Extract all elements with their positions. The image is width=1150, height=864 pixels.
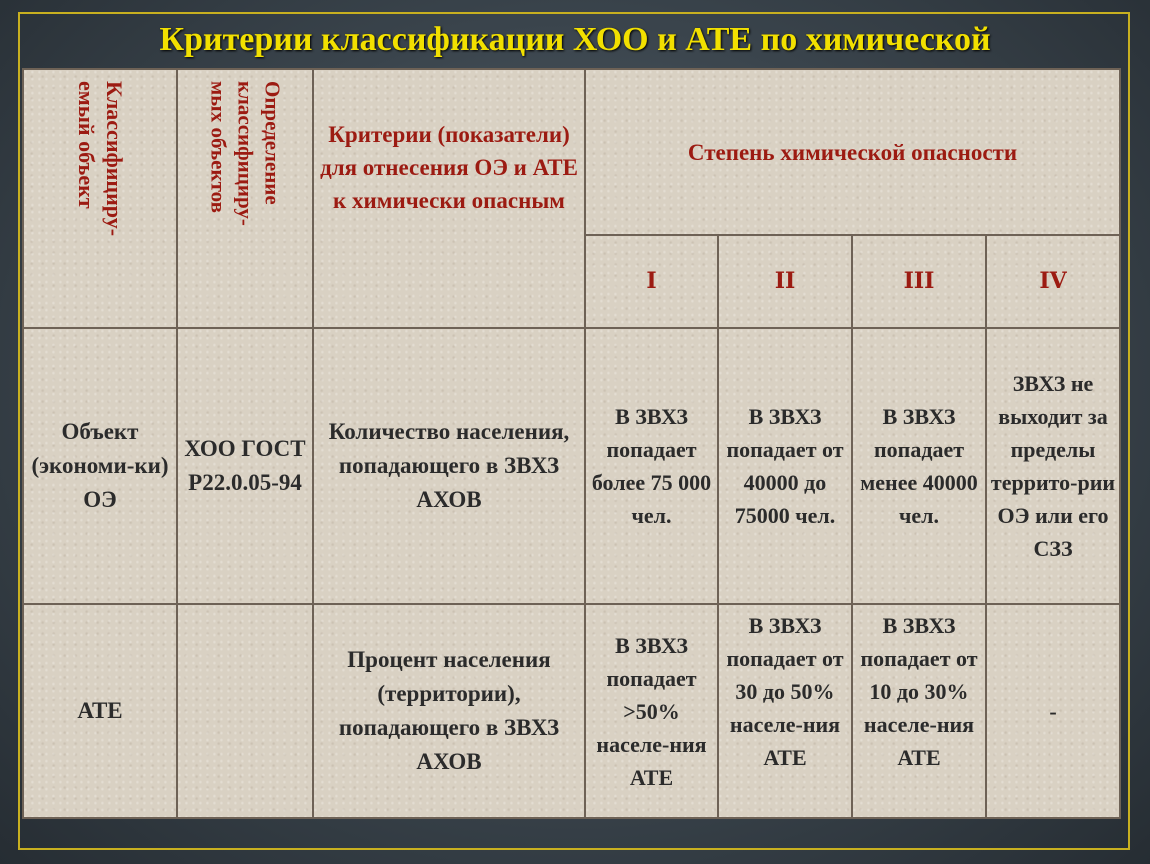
header-classified-object-label: Классифициру- емый объект xyxy=(74,81,127,237)
row-oe-criteria: Количество населения, попадающего в ЗВХЗ АХОВ xyxy=(313,328,585,604)
row-oe-degree-1: В ЗВХЗ попадает более 75 000 чел. xyxy=(585,328,718,604)
degree-header-3: III xyxy=(852,235,986,328)
degree-header-2: II xyxy=(718,235,852,328)
header-definition-label: Определение классифициру- мых объектов xyxy=(206,81,285,226)
row-ate-object: АТЕ xyxy=(23,604,177,818)
header-definition xyxy=(177,69,313,328)
row-ate-degree-1: В ЗВХЗ попадает >50% населе-ния АТЕ xyxy=(585,604,718,818)
slide-title: Критерии классификации ХОО и АТЕ по химической xyxy=(159,21,991,58)
degree-header-1: I xyxy=(585,235,718,328)
header-criteria: Критерии (показатели) для отнесения ОЭ и АТЕ к химически опасным xyxy=(313,69,585,328)
row-oe-degree-2: В ЗВХЗ попадает от 40000 до 75000 чел. xyxy=(718,328,852,604)
row-oe-degree-4: ЗВХЗ не выходит за пределы террито-рии ОЭ или его СЗЗ xyxy=(986,328,1120,604)
row-oe-object: Объект (экономи-ки) ОЭ xyxy=(23,328,177,604)
row-ate-degree-4: - xyxy=(986,604,1120,818)
degree-header-4: IV xyxy=(986,235,1120,328)
row-ate-degree-2: В ЗВХЗ попадает от 30 до 50% населе-ния АТЕ xyxy=(718,604,852,818)
row-ate-degree-3: В ЗВХЗ попадает от 10 до 30% населе-ния АТЕ xyxy=(852,604,986,818)
classification-table xyxy=(22,68,1121,819)
header-classified-object xyxy=(23,69,177,328)
row-oe-definition: ХОО ГОСТ Р22.0.05-94 xyxy=(177,328,313,604)
row-oe-degree-3: В ЗВХЗ попадает менее 40000 чел. xyxy=(852,328,986,604)
row-ate-definition xyxy=(177,604,313,818)
row-ate-criteria: Процент населения (территории), попадающего в ЗВХЗ АХОВ xyxy=(313,604,585,818)
header-danger-degree: Степень химической опасности xyxy=(585,69,1120,235)
